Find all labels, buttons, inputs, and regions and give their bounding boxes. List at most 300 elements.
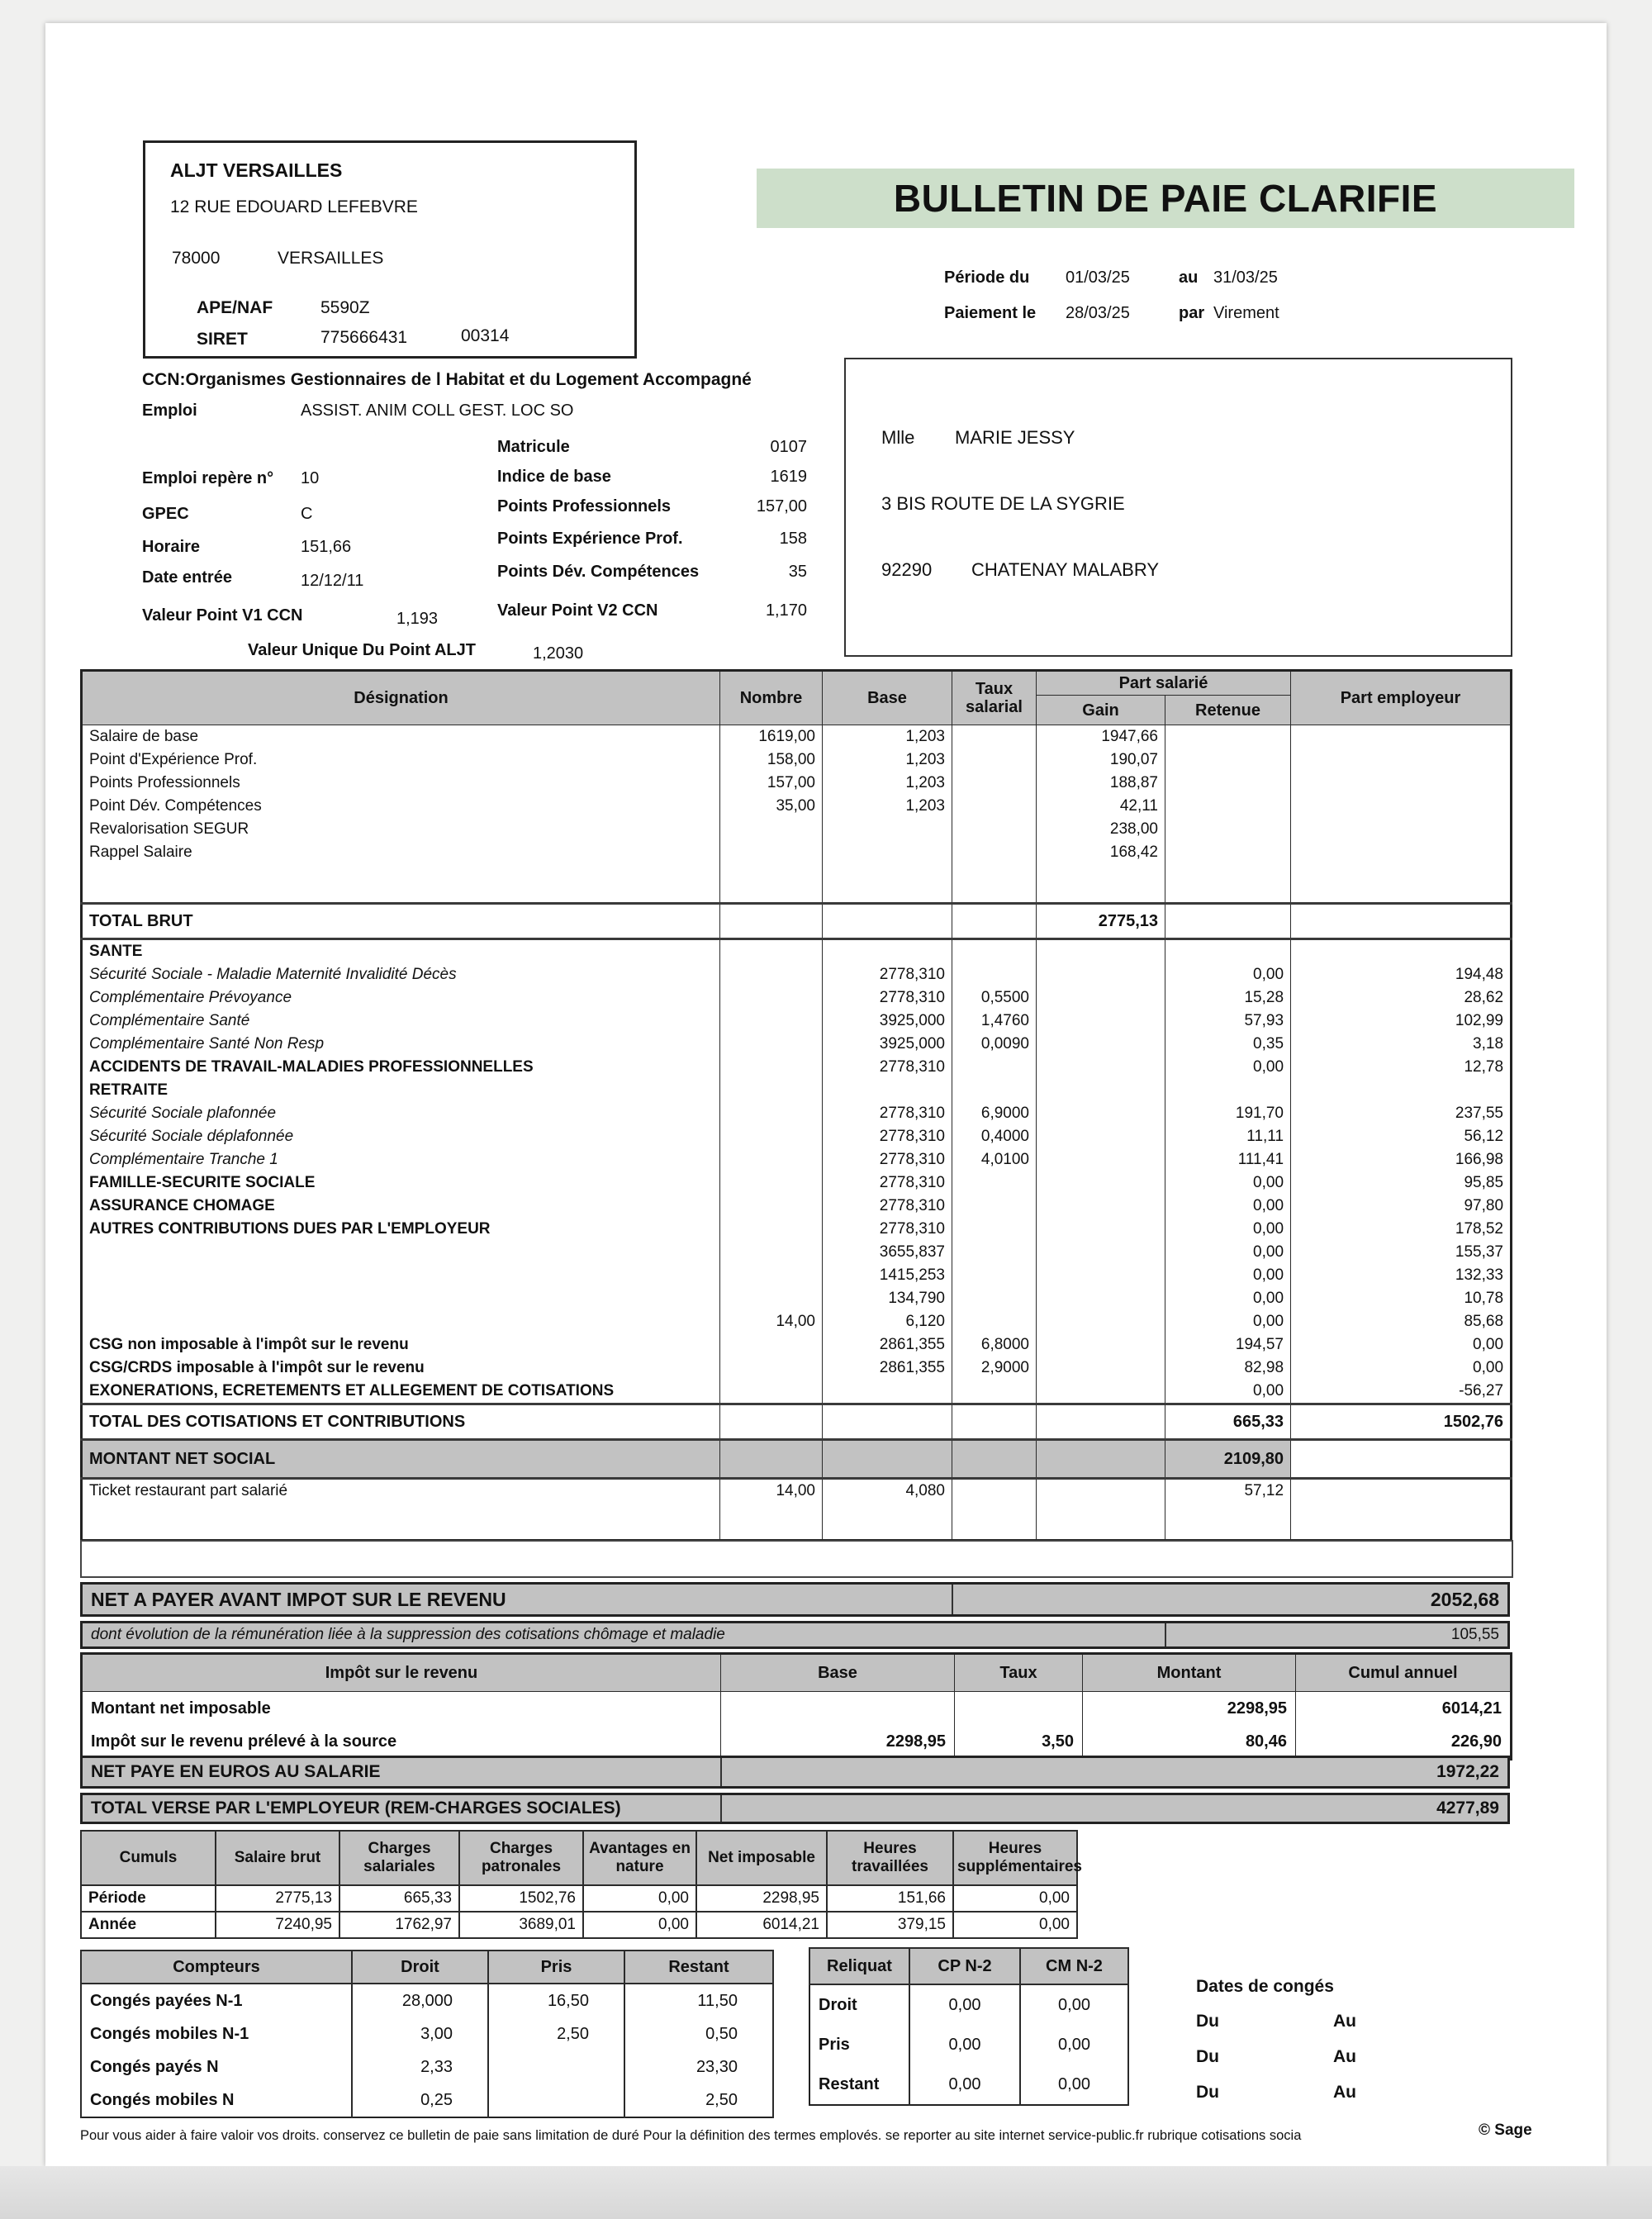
cotisation-row [82, 818, 1512, 841]
cell-r: 0,00 [1165, 1380, 1291, 1404]
reliquat-header: Reliquat [809, 1948, 909, 1984]
cell-n [720, 963, 823, 986]
cell-g [1037, 1310, 1165, 1333]
cumuls-value: 1502,76 [459, 1885, 583, 1912]
compteurs-value: 23,30 [624, 2050, 773, 2084]
cumuls-header: Avantages en nature [583, 1831, 696, 1885]
impot-montant: 2298,95 [1083, 1692, 1296, 1726]
cell-t [952, 772, 1037, 795]
cell-g: 238,00 [1037, 818, 1165, 841]
cell-b: 3655,837 [823, 1241, 952, 1264]
points-pro-label: Points Professionnels [497, 497, 672, 516]
net-paye-banner [80, 1756, 1510, 1789]
cell-r: 2109,80 [1165, 1440, 1291, 1479]
compteurs-row [81, 1984, 773, 2017]
reliquat-value: 0,00 [909, 2065, 1020, 2105]
cell-t [952, 1241, 1037, 1264]
cell-r [1165, 841, 1291, 864]
cell-r: 0,00 [1165, 1195, 1291, 1218]
footer-note: Pour vous aider à faire valoir vos droits. conservez ce bulletin de paie sans limitation de duré Pour la définition des termes emplovés. se reporter au site internet service-public.fr rubrique cotisations socia [80, 2128, 1302, 2143]
emploi-repere-label: Emploi repère n° [142, 469, 274, 487]
header-part-salarie: Part salarié [1037, 671, 1291, 696]
field-emploi-repere [142, 469, 320, 488]
gpec-label: GPEC [142, 505, 189, 523]
cell-g: 168,42 [1037, 841, 1165, 864]
cell-d: ASSURANCE CHOMAGE [82, 1195, 720, 1218]
reliquat-row [809, 2065, 1128, 2105]
date-entree-value: 12/12/11 [301, 572, 364, 590]
cell-t: 0,5500 [952, 986, 1037, 1010]
employee-address: 3 BIS ROUTE DE LA SYGRIE [881, 493, 1125, 514]
cell-b: 134,790 [823, 1287, 952, 1310]
cell-n: 14,00 [720, 1310, 823, 1333]
siret-value: 775666431 [320, 328, 408, 347]
compteurs-value: 11,50 [624, 1984, 773, 2017]
cell-r [1165, 939, 1291, 964]
cell-g [1037, 1195, 1165, 1218]
field-indice-base [497, 468, 807, 487]
cell-d: Point Dév. Compétences [82, 795, 720, 818]
cell-g [1037, 1479, 1165, 1504]
cumuls-header: Heures supplémentaires [953, 1831, 1077, 1885]
reliquat-table [809, 1947, 1129, 2106]
cell-n [720, 1148, 823, 1171]
au-label: Au [1333, 2012, 1356, 2031]
cell-t [952, 1171, 1037, 1195]
period-line [944, 268, 1522, 288]
cell-d [82, 1287, 720, 1310]
employer-name: ALJT VERSAILLES [170, 159, 343, 181]
par-label: par [1179, 304, 1205, 322]
field-valeur-unique [248, 641, 584, 663]
cumuls-header: Net imposable [696, 1831, 827, 1885]
cumuls-table [80, 1830, 1082, 1939]
cell-b: 1,203 [823, 795, 952, 818]
cotisation-row [82, 904, 1512, 939]
reliquat-row-label: Droit [809, 1984, 909, 2025]
cell-g [1037, 1148, 1165, 1171]
impot-cumul: 6014,21 [1296, 1692, 1512, 1726]
impot-header-base: Base [721, 1654, 955, 1692]
cell-g: 2775,13 [1037, 904, 1165, 939]
spacer-row [82, 864, 1512, 904]
dates-conges-title: Dates de congés [1196, 1977, 1334, 1996]
title-bar [757, 169, 1574, 228]
cell-e [1291, 1479, 1512, 1504]
cell-e [1291, 1079, 1512, 1102]
cell-n [720, 1440, 823, 1479]
cumuls-header-row [81, 1831, 1077, 1885]
cell-e: 155,37 [1291, 1241, 1512, 1264]
cumuls-header: Salaire brut [216, 1831, 339, 1885]
cell-n [720, 1056, 823, 1079]
cell-r: 0,00 [1165, 1287, 1291, 1310]
header-part-employeur: Part employeur [1291, 671, 1512, 725]
cotisation-row [82, 1264, 1512, 1287]
cell-d [82, 1310, 720, 1333]
net-a-payer-banner [80, 1582, 1510, 1617]
cell-t [952, 1287, 1037, 1310]
cell-g [1037, 1440, 1165, 1479]
cumuls-header: Cumuls [81, 1831, 216, 1885]
header-taux-salarial: Taux salarial [952, 671, 1037, 725]
cotisation-row [82, 1241, 1512, 1264]
cell-r: 191,70 [1165, 1102, 1291, 1125]
cumuls-value: 0,00 [953, 1885, 1077, 1912]
field-horaire [142, 538, 352, 557]
paiement-label: Paiement le [944, 304, 1037, 322]
compteurs-header: Droit [352, 1951, 488, 1984]
cell-t [952, 1440, 1037, 1479]
points-exp-value: 158 [779, 530, 807, 548]
cotisation-row [82, 1479, 1512, 1504]
cell-b [823, 1380, 952, 1404]
cumuls-value: 0,00 [583, 1912, 696, 1938]
cell-t [952, 1264, 1037, 1287]
cell-b: 2778,310 [823, 1102, 952, 1125]
cell-b: 4,080 [823, 1479, 952, 1504]
compteurs-row-label: Congés payés N [81, 2050, 352, 2084]
cell-e [1291, 1503, 1512, 1541]
cumuls-value: 151,66 [827, 1885, 953, 1912]
cell-d: FAMILLE-SECURITE SOCIALE [82, 1171, 720, 1195]
cell-e [1291, 904, 1512, 939]
impot-row [82, 1725, 1512, 1760]
total-verse-label: TOTAL VERSE PAR L'EMPLOYEUR (REM-CHARGES SOCIALES) [83, 1795, 722, 1822]
cell-e: 166,98 [1291, 1148, 1512, 1171]
cell-t [952, 725, 1037, 749]
employee-box [844, 358, 1512, 657]
cell-e: 237,55 [1291, 1102, 1512, 1125]
cell-t [952, 818, 1037, 841]
cell-d [82, 1241, 720, 1264]
cell-r: 11,11 [1165, 1125, 1291, 1148]
cotisation-row [82, 1102, 1512, 1125]
cell-b: 1,203 [823, 725, 952, 749]
cotisation-row [82, 1287, 1512, 1310]
cotisations-header [82, 671, 1512, 725]
cell-g [1037, 1218, 1165, 1241]
cotisation-row [82, 1380, 1512, 1404]
cell-g [1037, 986, 1165, 1010]
cell-e: 56,12 [1291, 1125, 1512, 1148]
reliquat-row [809, 1984, 1128, 2025]
cell-n [720, 986, 823, 1010]
cell-t [952, 1503, 1037, 1541]
cell-e: 95,85 [1291, 1171, 1512, 1195]
field-valeur-v1 [142, 606, 439, 628]
impot-header-montant: Montant [1083, 1654, 1296, 1692]
cotisation-row [82, 1333, 1512, 1357]
cell-n: 158,00 [720, 748, 823, 772]
impot-montant: 80,46 [1083, 1725, 1296, 1760]
compteurs-value: 0,50 [624, 2017, 773, 2050]
cell-e: 194,48 [1291, 963, 1512, 986]
ape-naf-value: 5590Z [320, 298, 370, 317]
cell-e: 10,78 [1291, 1287, 1512, 1310]
cell-r: 0,00 [1165, 1171, 1291, 1195]
field-date-entree [142, 568, 364, 590]
cell-n [720, 1380, 823, 1404]
impot-cumul: 226,90 [1296, 1725, 1512, 1760]
cell-e: 178,52 [1291, 1218, 1512, 1241]
cell-e: 12,78 [1291, 1056, 1512, 1079]
cell-r: 194,57 [1165, 1333, 1291, 1357]
au-label: au [1179, 268, 1199, 287]
cotisation-row [82, 725, 1512, 749]
cell-t: 1,4760 [952, 1010, 1037, 1033]
cell-b [823, 1440, 952, 1479]
total-verse-banner [80, 1793, 1510, 1824]
compteurs-row-label: Congés payées N-1 [81, 1984, 352, 2017]
reliquat-value: 0,00 [1020, 2025, 1128, 2065]
au-label: Au [1333, 2083, 1356, 2102]
field-points-pro [497, 497, 807, 516]
compteurs-header: Compteurs [81, 1951, 352, 1984]
cotisation-row [82, 841, 1512, 864]
impot-label: Montant net imposable [82, 1692, 721, 1726]
cell-e [1291, 772, 1512, 795]
cell-r [1165, 748, 1291, 772]
cotisation-row [82, 939, 1512, 964]
cell-e [1291, 939, 1512, 964]
compteurs-value: 2,33 [352, 2050, 488, 2084]
cell-n [720, 1033, 823, 1056]
cell-n [720, 1264, 823, 1287]
cell-b: 2778,310 [823, 1148, 952, 1171]
cumuls-value: 2775,13 [216, 1885, 339, 1912]
cell-d: ACCIDENTS DE TRAVAIL-MALADIES PROFESSIONNELLES [82, 1056, 720, 1079]
cell-e [1291, 841, 1512, 864]
cell-r: 15,28 [1165, 986, 1291, 1010]
cell-r: 0,00 [1165, 963, 1291, 986]
impot-taux: 3,50 [955, 1725, 1083, 1760]
cotisation-row [82, 1404, 1512, 1440]
compteurs-value: 3,00 [352, 2017, 488, 2050]
cell-b: 2778,310 [823, 1218, 952, 1241]
cell-t [952, 1404, 1037, 1440]
cell-b [823, 818, 952, 841]
du-label: Du [1196, 2083, 1219, 2102]
emploi-repere-value: 10 [301, 469, 320, 487]
header-gain: Gain [1037, 696, 1165, 725]
cotisation-row [82, 772, 1512, 795]
cumuls-value: 7240,95 [216, 1912, 339, 1938]
cell-d: SANTE [82, 939, 720, 964]
cell-n [720, 1010, 823, 1033]
cell-r [1165, 725, 1291, 749]
cotisation-row [82, 795, 1512, 818]
valeur-v1-label: Valeur Point V1 CCN [142, 606, 303, 625]
cell-e: 1502,76 [1291, 1404, 1512, 1440]
ccn-line: CCN:Organismes Gestionnaires de l Habitat et du Logement Accompagné [142, 370, 752, 389]
valeur-v2-value: 1,170 [765, 601, 807, 620]
cell-g: 188,87 [1037, 772, 1165, 795]
cell-r [1165, 864, 1291, 904]
cell-g [1037, 864, 1165, 904]
cotisation-row [82, 1440, 1512, 1479]
impot-label: Impôt sur le revenu prélevé à la source [82, 1725, 721, 1760]
cell-b [823, 841, 952, 864]
cell-d [82, 1264, 720, 1287]
au-label: Au [1333, 2047, 1356, 2066]
cell-g [1037, 1102, 1165, 1125]
periode-label: Période du [944, 268, 1030, 287]
cell-b: 2861,355 [823, 1357, 952, 1380]
employer-city: VERSAILLES [278, 249, 384, 268]
cell-n [720, 864, 823, 904]
net-paye-value: 1972,22 [1436, 1762, 1499, 1781]
impot-row [82, 1692, 1512, 1726]
cumuls-value: 2298,95 [696, 1885, 827, 1912]
cell-n: 157,00 [720, 772, 823, 795]
header-designation: Désignation [82, 671, 720, 725]
matricule-value: 0107 [770, 438, 807, 456]
cell-b: 2778,310 [823, 1125, 952, 1148]
cell-d: Point d'Expérience Prof. [82, 748, 720, 772]
cell-d: Sécurité Sociale déplafonnée [82, 1125, 720, 1148]
cell-t: 2,9000 [952, 1357, 1037, 1380]
valeur-unique-label: Valeur Unique Du Point ALJT [248, 641, 476, 659]
cumuls-value: 1762,97 [339, 1912, 459, 1938]
cell-n: 1619,00 [720, 725, 823, 749]
cell-t [952, 1479, 1037, 1504]
cell-g [1037, 1010, 1165, 1033]
siret-label: SIRET [197, 330, 248, 349]
reliquat-header: CP N-2 [909, 1948, 1020, 1984]
cell-g [1037, 1357, 1165, 1380]
impot-header-label: Impôt sur le revenu [82, 1654, 721, 1692]
cell-r: 0,35 [1165, 1033, 1291, 1056]
cell-e: 0,00 [1291, 1333, 1512, 1357]
cumuls-value: 665,33 [339, 1885, 459, 1912]
cell-b [823, 864, 952, 904]
cell-d: Salaire de base [82, 725, 720, 749]
cumuls-row-label: Année [81, 1912, 216, 1938]
cell-g [1037, 1404, 1165, 1440]
indice-base-value: 1619 [770, 468, 807, 486]
cell-d [82, 1503, 720, 1541]
cotisation-row [82, 1056, 1512, 1079]
cell-g [1037, 1125, 1165, 1148]
emploi-label: Emploi [142, 402, 197, 420]
employer-postal-code: 78000 [172, 249, 221, 268]
cotisation-row [82, 1148, 1512, 1171]
cell-e [1291, 1440, 1512, 1479]
cumuls-value: 3689,01 [459, 1912, 583, 1938]
cell-g: 42,11 [1037, 795, 1165, 818]
date-entree-label: Date entrée [142, 568, 232, 587]
payment-method: Virement [1213, 304, 1279, 322]
compteurs-value [488, 2084, 624, 2117]
cell-g [1037, 1033, 1165, 1056]
employee-name: MARIE JESSY [955, 427, 1075, 448]
cell-e: 102,99 [1291, 1010, 1512, 1033]
cell-n [720, 1171, 823, 1195]
cell-b: 2778,310 [823, 1195, 952, 1218]
cell-t: 0,4000 [952, 1125, 1037, 1148]
impot-header-row [82, 1654, 1512, 1692]
cotisation-row [82, 1033, 1512, 1056]
cell-b: 2861,355 [823, 1333, 952, 1357]
cell-t [952, 963, 1037, 986]
field-points-exp [497, 530, 807, 549]
employer-address: 12 RUE EDOUARD LEFEBVRE [170, 197, 418, 216]
net-paye-label: NET PAYE EN EUROS AU SALARIE [83, 1758, 722, 1786]
employer-box [143, 140, 637, 359]
cell-d: AUTRES CONTRIBUTIONS DUES PAR L'EMPLOYEUR [82, 1218, 720, 1241]
period-from: 01/03/25 [1066, 268, 1130, 287]
cell-t [952, 1310, 1037, 1333]
reliquat-value: 0,00 [1020, 1984, 1128, 2025]
cell-g: 1947,66 [1037, 725, 1165, 749]
cell-r: 665,33 [1165, 1404, 1291, 1440]
cell-d: Sécurité Sociale - Maladie Maternité Invalidité Décès [82, 963, 720, 986]
cell-b [823, 1404, 952, 1440]
header-retenue: Retenue [1165, 696, 1291, 725]
cumuls-value: 0,00 [953, 1912, 1077, 1938]
cotisation-row [82, 986, 1512, 1010]
cotisation-row [82, 1310, 1512, 1333]
cell-n [720, 1125, 823, 1148]
valeur-unique-value: 1,2030 [533, 644, 584, 663]
cell-g [1037, 1056, 1165, 1079]
cell-g [1037, 1079, 1165, 1102]
dont-evolution-label: dont évolution de la rémunération liée à la suppression des cotisations chômage et maladie [83, 1623, 1166, 1646]
cell-e: 85,68 [1291, 1310, 1512, 1333]
cell-t [952, 1380, 1037, 1404]
payslip-page [45, 23, 1607, 2166]
compteurs-value: 28,000 [352, 1984, 488, 2017]
payment-line [944, 304, 1522, 324]
cell-e: 132,33 [1291, 1264, 1512, 1287]
cell-t [952, 939, 1037, 964]
cell-n: 35,00 [720, 795, 823, 818]
compteurs-value [488, 2050, 624, 2084]
cell-n [720, 1195, 823, 1218]
cell-t [952, 864, 1037, 904]
cell-t [952, 748, 1037, 772]
cell-e [1291, 748, 1512, 772]
cell-d: Complémentaire Santé Non Resp [82, 1033, 720, 1056]
cumuls-header: Charges patronales [459, 1831, 583, 1885]
compteurs-value: 2,50 [488, 2017, 624, 2050]
cell-d: MONTANT NET SOCIAL [82, 1440, 720, 1479]
cell-r [1165, 1079, 1291, 1102]
cell-b: 2778,310 [823, 1056, 952, 1079]
cell-r: 57,93 [1165, 1010, 1291, 1033]
cell-e: -56,27 [1291, 1380, 1512, 1404]
cell-g [1037, 963, 1165, 986]
field-valeur-v2 [497, 601, 807, 620]
cumuls-header: Charges salariales [339, 1831, 459, 1885]
reliquat-value: 0,00 [1020, 2065, 1128, 2105]
cell-r: 0,00 [1165, 1310, 1291, 1333]
cumuls-row [81, 1912, 1077, 1938]
cotisation-row [82, 1125, 1512, 1148]
compteurs-row-label: Congés mobiles N-1 [81, 2017, 352, 2050]
reliquat-row [809, 2025, 1128, 2065]
cotisation-row [82, 1195, 1512, 1218]
payment-date: 28/03/25 [1066, 304, 1130, 322]
reliquat-value: 0,00 [909, 2025, 1020, 2065]
compteurs-row [81, 2084, 773, 2117]
horaire-label: Horaire [142, 538, 201, 556]
page-bottom-shade [0, 2166, 1652, 2219]
cell-r [1165, 904, 1291, 939]
cell-e: 0,00 [1291, 1357, 1512, 1380]
impot-table [80, 1652, 1512, 1760]
